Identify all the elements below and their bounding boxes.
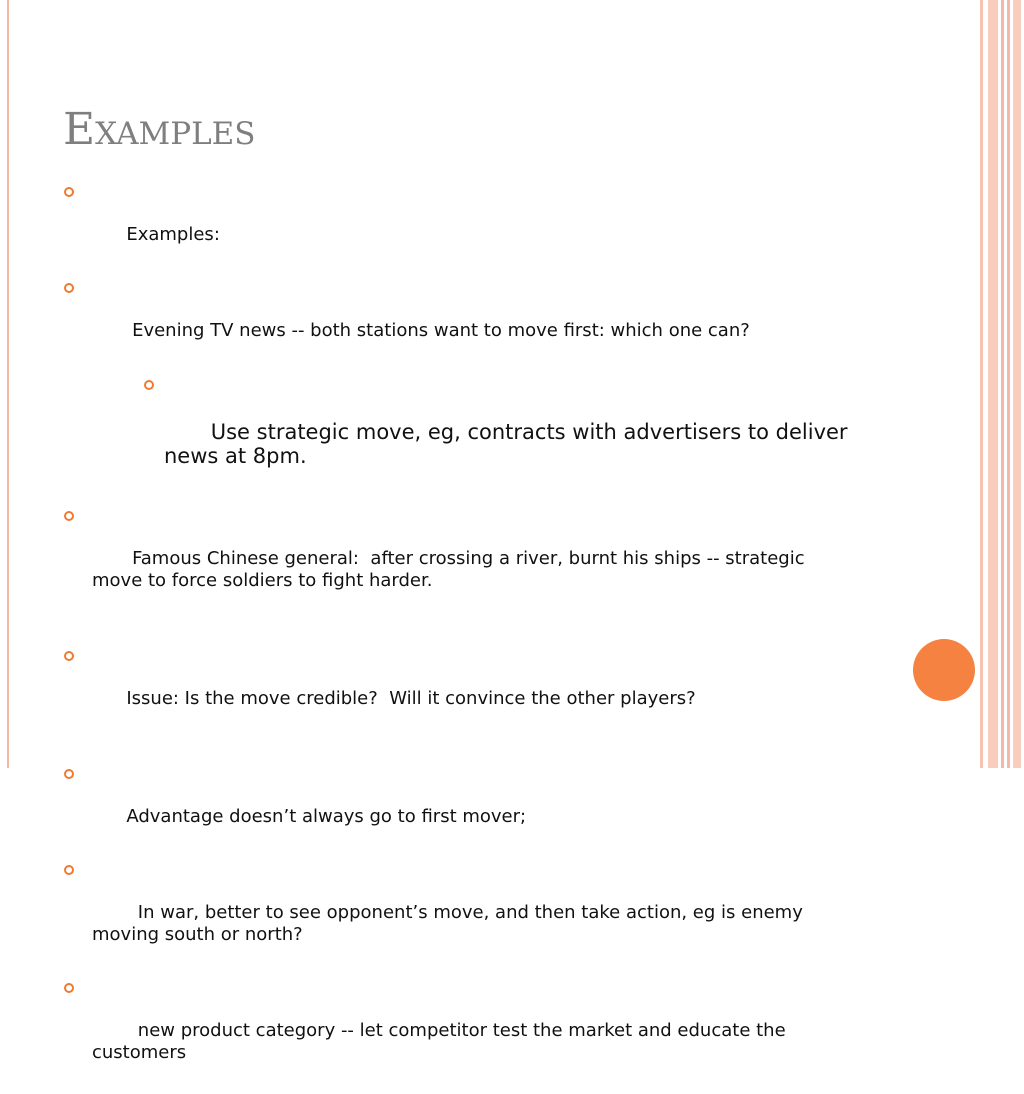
bullet-circle-icon [64,283,74,293]
stripe [1007,0,1010,768]
bullet-circle-icon [64,769,74,779]
bullet-text: Evening TV news -- both stations want to move first: which one can? [126,320,750,341]
stripe [988,0,998,768]
bullet-list [60,180,860,1094]
stripe [1001,0,1004,768]
bullet-circle-icon [144,380,154,390]
left-border-line [7,0,9,768]
bullet-item [60,504,860,614]
sub-bullet-item [60,372,860,492]
bullet-text: In war, better to see opponent’s move, and then take action, eg is enemy moving south or north? [92,902,809,945]
bullet-item [60,276,860,364]
bullet-circle-icon [64,983,74,993]
stripe [1013,0,1021,768]
bullet-item [60,858,860,968]
bullet-circle-icon [64,651,74,661]
right-decorative-stripes [980,0,1024,768]
bullet-item [60,976,860,1086]
bullet-text: new product category -- let competitor test the market and educate the customers [92,1020,792,1063]
bullet-circle-icon [64,865,74,875]
bullet-item [60,644,860,732]
bullet-text: Issue: Is the move credible? Will it convince the other players? [126,688,696,709]
bullet-text: Advantage doesn’t always go to first mover; [126,806,527,827]
decorative-circle [913,639,975,701]
bullet-text: Examples: [126,224,220,245]
bullet-circle-icon [64,187,74,197]
stripe [980,0,983,768]
bullet-item [60,762,860,850]
bullet-item [60,180,860,268]
bullet-text: Use strategic move, eg, contracts with advertisers to deliver news at 8pm. [164,420,855,468]
bullet-text: Famous Chinese general: after crossing a river, burnt his ships -- strategic move to force soldiers to fight harder. [92,548,811,591]
slide-title: Examples [63,104,256,155]
bullet-circle-icon [64,511,74,521]
